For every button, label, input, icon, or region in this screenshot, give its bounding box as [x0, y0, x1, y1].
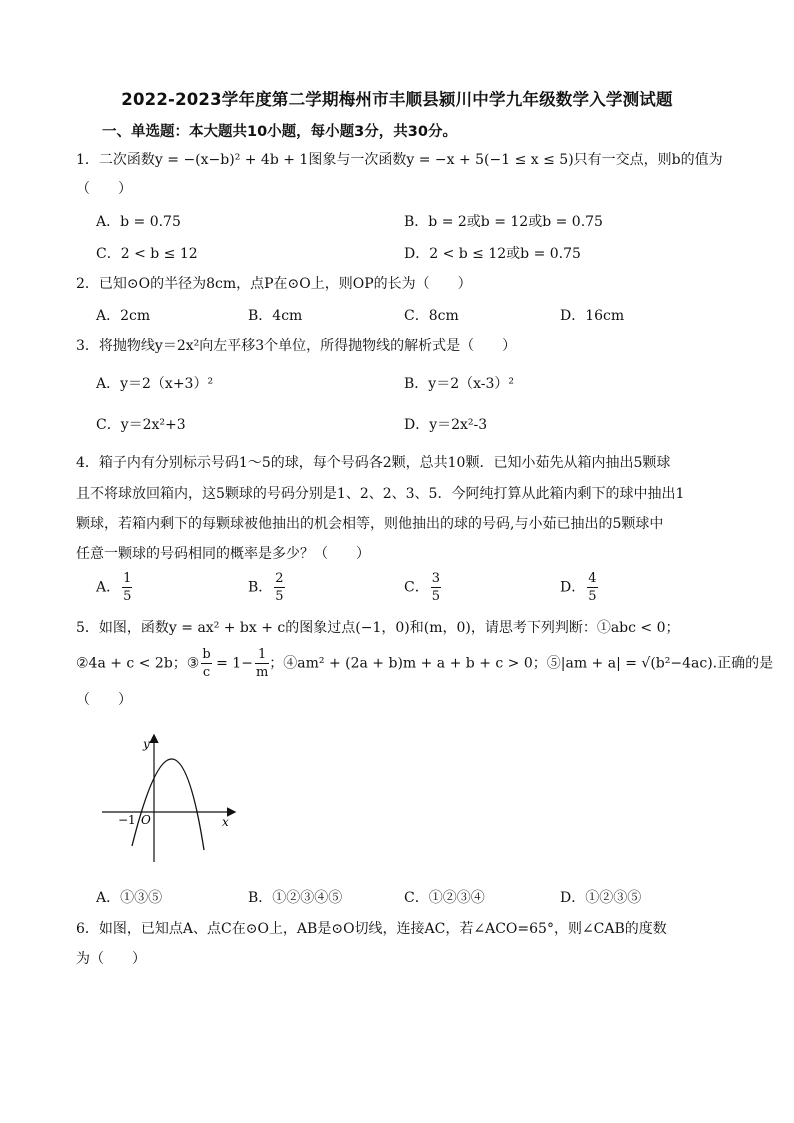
q5-stem-line2 — [76, 648, 773, 679]
fraction-denominator: 5 — [123, 589, 132, 604]
fraction-denominator: 5 — [588, 589, 597, 604]
q2-option-c[interactable]: C．8cm — [404, 308, 459, 324]
q1-stem-line2: （ ） — [76, 181, 132, 197]
q4-stem-line4: 任意一颗球的号码相同的概率是多少？（ ） — [76, 546, 370, 562]
q4-option-d-prefix: D． — [560, 579, 586, 596]
q3-option-a[interactable]: A．y＝2（x+3）² — [96, 376, 214, 392]
q4-option-a[interactable] — [96, 572, 132, 603]
q4-stem-line2: 且不将球放回箱内，这5颗球的号码分别是1、2、2、3、5．今阿纯打算从此箱内剩下的球中抽出1 — [76, 486, 685, 502]
q5-stem-line2-part3: ；④am² + (2a + b)m + a + b + c > 0；⑤|am + a| = √(b²−4ac).正确的是 — [269, 655, 774, 672]
q4-stem-line1: 4．箱子内有分别标示号码1～5的球，每个号码各2颗，总共10颗．已知小茹先从箱内抽出5颗球 — [76, 455, 671, 471]
q5-fraction-1-over-m — [255, 648, 269, 679]
q4-stem-line3: 颗球，若箱内剩下的每颗球被他抽出的机会相等，则他抽出的球的号码,与小茹已抽出的5颗球中 — [76, 516, 664, 532]
q6-stem-line1: 6．如图，已知点A、点C在⊙O上，AB是⊙O切线，连接AC，若∠ACO=65°，则∠CAB的度数 — [76, 921, 667, 937]
q4-option-c-prefix: C． — [404, 579, 429, 596]
q1-option-c[interactable]: C．2 < b ≤ 12 — [96, 246, 198, 262]
q3-option-c[interactable]: C．y＝2x²+3 — [96, 417, 186, 433]
section-heading: 一、单选题：本大题共10小题，每小题3分，共30分。 — [102, 124, 457, 140]
q1-stem-line1: 1．二次函数y = −(x−b)² + 4b + 1图象与一次函数y = −x + 5(−1 ≤ x ≤ 5)只有一交点，则b的值为 — [76, 152, 723, 168]
fraction-numerator: 1 — [255, 648, 269, 664]
q5-option-a[interactable]: A．①③⑤ — [96, 890, 163, 906]
q2-option-a[interactable]: A．2cm — [96, 308, 151, 324]
fraction-denominator: c — [202, 665, 211, 680]
q5-stem-line2-part2: = 1− — [211, 655, 253, 672]
q5-option-b[interactable]: B．①②③④⑤ — [248, 890, 343, 906]
fraction-numerator: 4 — [588, 571, 597, 586]
fraction-denominator: 5 — [275, 589, 284, 604]
origin-label: O — [141, 813, 151, 827]
q3-option-d[interactable]: D．y＝2x²-3 — [404, 417, 488, 433]
fraction-numerator: b — [202, 647, 211, 662]
x-axis-label: x — [222, 815, 229, 829]
neg-one-label: −1 — [118, 813, 136, 827]
q5-stem-line3: （ ） — [76, 692, 132, 708]
q5-fraction-b-over-c — [201, 648, 211, 679]
q1-option-b[interactable]: B．b = 2或b = 12或b = 0.75 — [404, 214, 603, 230]
q4-option-b-fraction — [274, 572, 284, 603]
q4-option-a-prefix: A． — [96, 579, 121, 596]
fraction-numerator: 2 — [275, 571, 284, 586]
q2-option-d[interactable]: D．16cm — [560, 308, 625, 324]
q4-option-b-prefix: B． — [248, 579, 273, 596]
q5-option-d[interactable]: D．①②③⑤ — [560, 890, 642, 906]
q4-option-c[interactable] — [404, 572, 441, 603]
fraction-numerator: 1 — [123, 571, 132, 586]
q4-option-d-fraction — [587, 572, 597, 603]
q5-stem-line2-part1: ②4a + c < 2b；③ — [76, 655, 200, 672]
fraction-denominator: m — [255, 665, 269, 680]
q2-stem: 2．已知⊙O的半径为8cm，点P在⊙O上，则OP的长为（ ） — [76, 276, 472, 292]
q3-stem: 3．将抛物线y＝2x²向左平移3个单位，所得抛物线的解析式是（ ） — [76, 338, 517, 354]
q5-parabola-graph — [96, 730, 246, 870]
page-title: 2022-2023学年度第二学期梅州市丰顺县颍川中学九年级数学入学测试题 — [121, 90, 673, 109]
q4-option-a-fraction — [122, 572, 132, 603]
q4-option-c-fraction — [431, 572, 441, 603]
q5-stem-line1: 5．如图，函数y = ax² + bx + c的图象过点(−1，0)和(m，0)，请思考下列判断：①abc < 0； — [76, 620, 680, 636]
y-axis-label: y — [143, 737, 150, 751]
parabola-curve — [132, 759, 204, 850]
fraction-numerator: 3 — [431, 571, 440, 586]
q6-stem-line2: 为（ ） — [76, 951, 146, 967]
q1-option-a[interactable]: A．b = 0.75 — [96, 214, 181, 230]
q5-option-c[interactable]: C．①②③④ — [404, 890, 485, 906]
fraction-denominator: 5 — [431, 589, 440, 604]
q1-option-d[interactable]: D．2 < b ≤ 12或b = 0.75 — [404, 246, 581, 262]
q3-option-b[interactable]: B．y＝2（x-3）² — [404, 376, 515, 392]
q4-option-d[interactable] — [560, 572, 598, 603]
q2-option-b[interactable]: B．4cm — [248, 308, 303, 324]
q4-option-b[interactable] — [248, 572, 285, 603]
